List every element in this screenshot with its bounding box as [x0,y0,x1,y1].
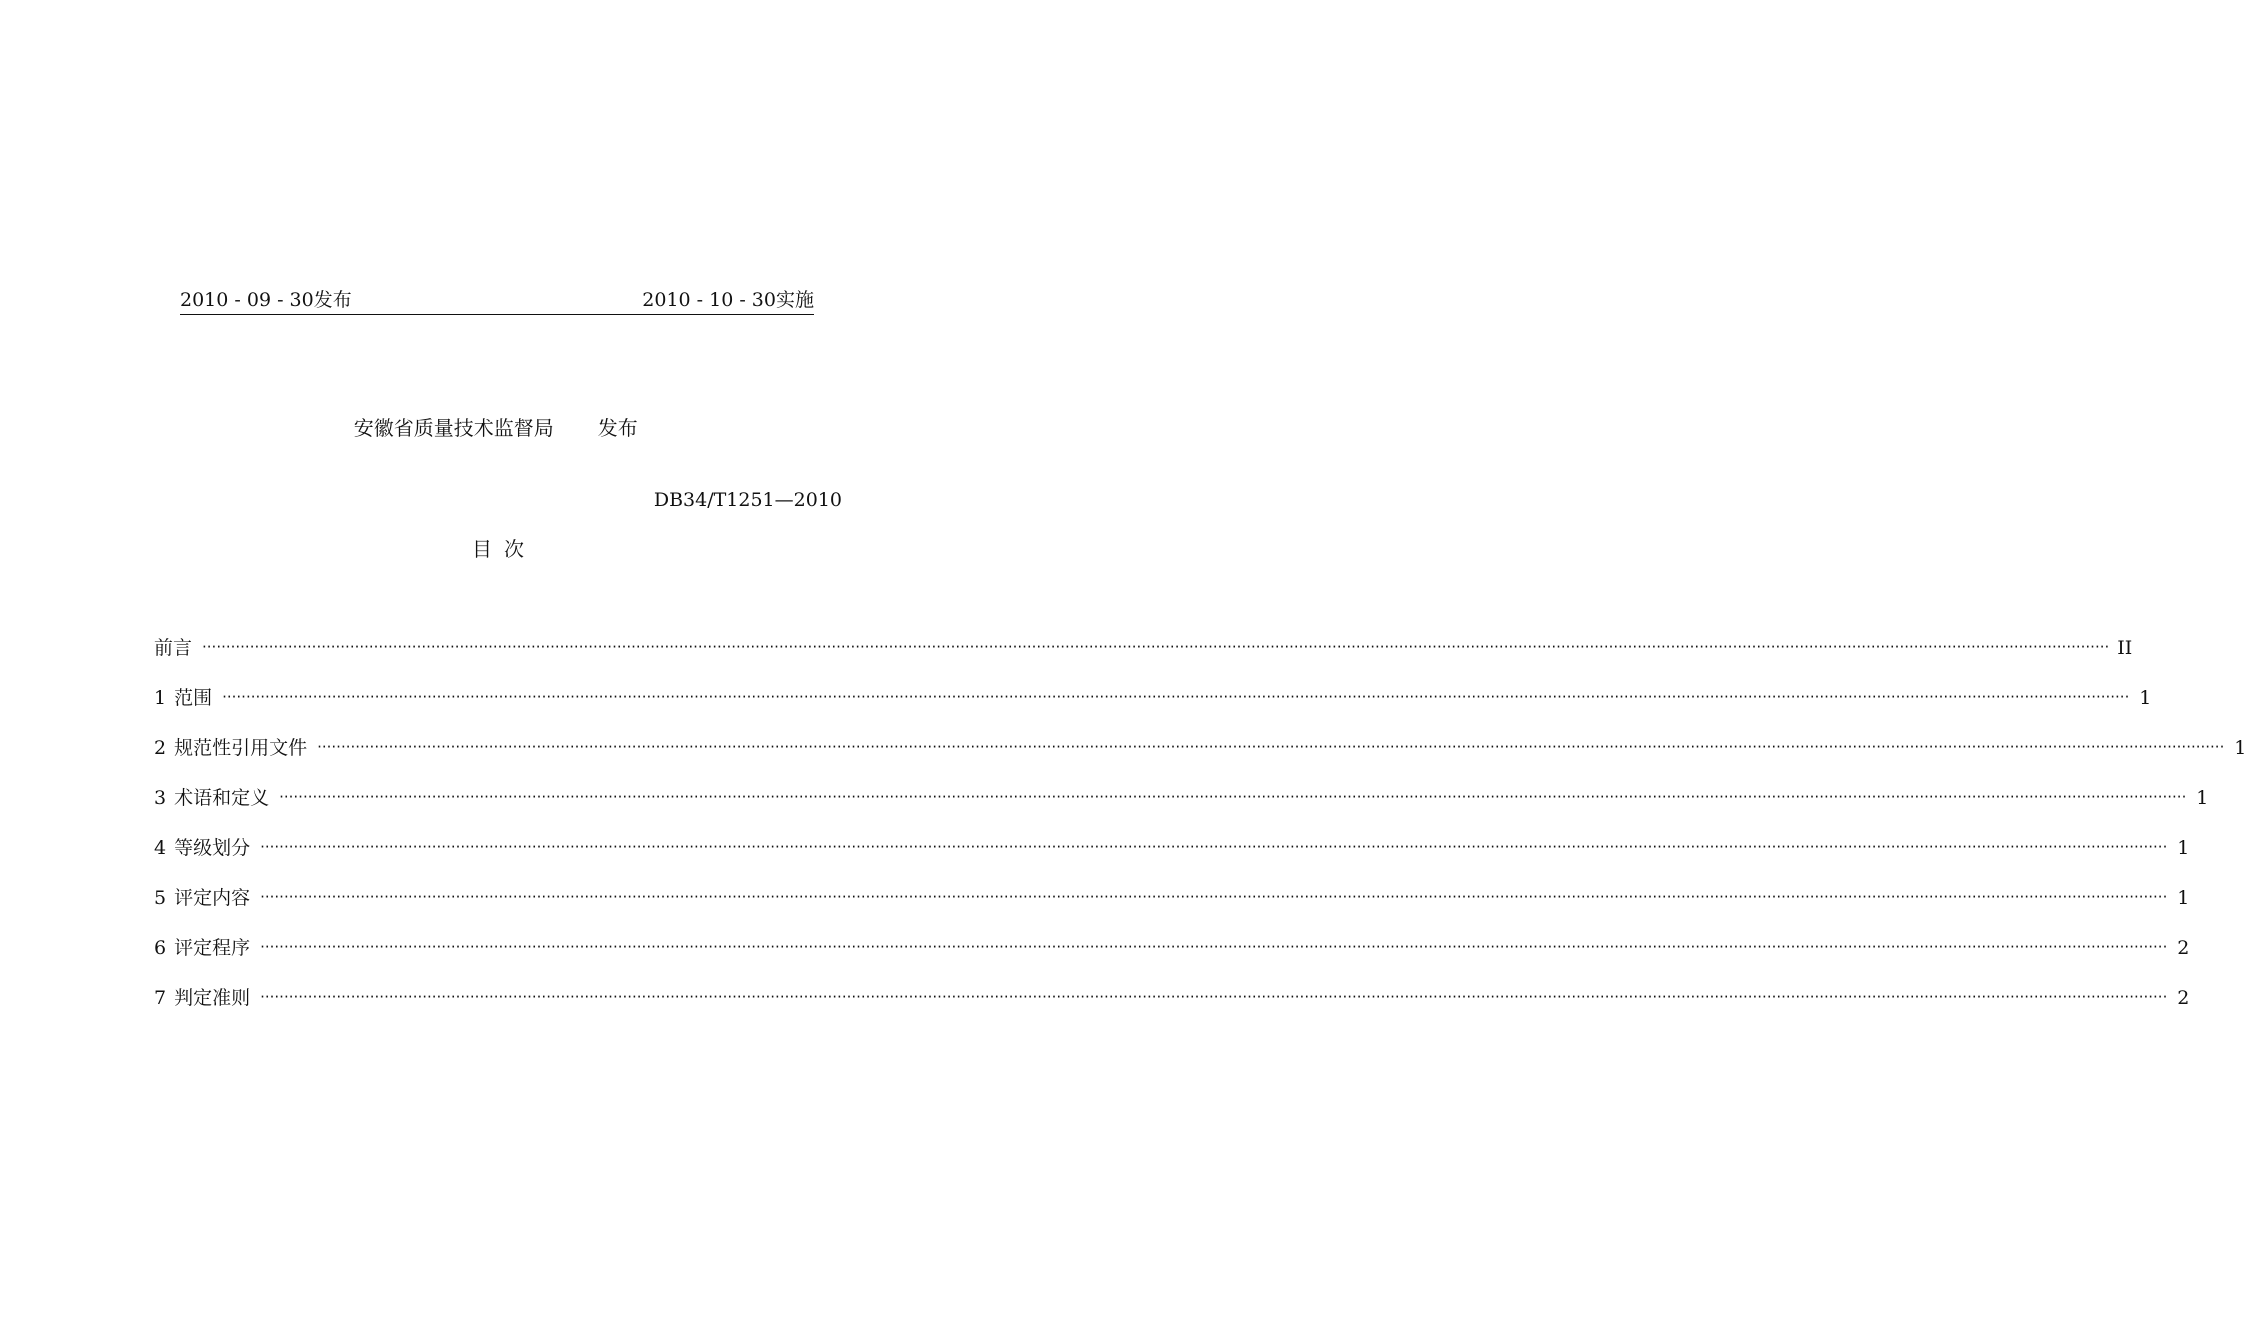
toc-item-page: 1 [2177,887,2190,909]
toc-item-number: 7 [154,987,167,1009]
toc-item-page: 2 [2177,937,2190,959]
toc-title: 目次 [472,537,536,561]
toc-leader-dots: ················································································································································································································································································································································································································ [260,988,2168,1006]
toc-leader-dots: ················································································································································································································································································································································································································ [202,638,2110,656]
issuer-line [341,386,638,442]
toc-item-label: 评定内容 [174,887,251,909]
toc-leader-dots: ················································································································································································································································································································································································································ [260,888,2168,906]
toc-item-page: 1 [2234,737,2246,759]
effective-date: 2010 - 10 - 30实施 [642,289,814,311]
toc-item-label: 等级划分 [174,837,251,859]
toc-item[interactable] [154,684,2152,734]
toc-item-label: 规范性引用文件 [174,737,308,759]
toc-item-number: 2 [154,737,167,759]
toc-item-number: 6 [154,937,167,959]
toc-item-page: II [2117,637,2133,659]
toc-item-label: 评定程序 [174,937,251,959]
toc-item-page: 1 [2177,837,2190,859]
toc-leader-dots: ················································································································································································································································································································································································································ [222,688,2130,706]
table-of-contents [154,634,2246,1034]
toc-item[interactable] [154,884,2190,934]
toc-item-label: 前言 [154,637,193,659]
issuer-org: 安徽省质量技术监督局 [353,416,554,440]
toc-item-label: 范围 [174,687,213,709]
toc-item[interactable] [154,834,2190,884]
publication-line [180,286,814,315]
toc-item-number: 5 [154,887,167,909]
toc-item-page: 2 [2177,987,2190,1009]
toc-item[interactable] [154,934,2190,984]
toc-item[interactable] [154,734,2246,784]
toc-item-page: 1 [2196,787,2209,809]
toc-item-number: 3 [154,787,167,809]
toc-item-label: 术语和定义 [174,787,270,809]
toc-item[interactable] [154,784,2209,834]
toc-item-page: 1 [2139,687,2152,709]
release-date: 2010 - 09 - 30发布 [180,289,352,311]
toc-leader-dots: ················································································································································································································································································································································································································ [260,838,2168,856]
standard-code: DB34/T1251—2010 [653,489,842,511]
toc-item[interactable] [154,634,2133,684]
toc-item-label: 判定准则 [174,987,251,1009]
issuer-action: 发布 [597,416,638,440]
toc-leader-dots: ················································································································································································································································································································································································································ [317,738,2225,756]
toc-item-number: 4 [154,837,167,859]
toc-leader-dots: ················································································································································································································································································································································································································ [260,938,2168,956]
toc-leader-dots: ················································································································································································································································································································································································································ [279,788,2187,806]
toc-item[interactable] [154,984,2190,1034]
toc-item-number: 1 [154,687,167,709]
